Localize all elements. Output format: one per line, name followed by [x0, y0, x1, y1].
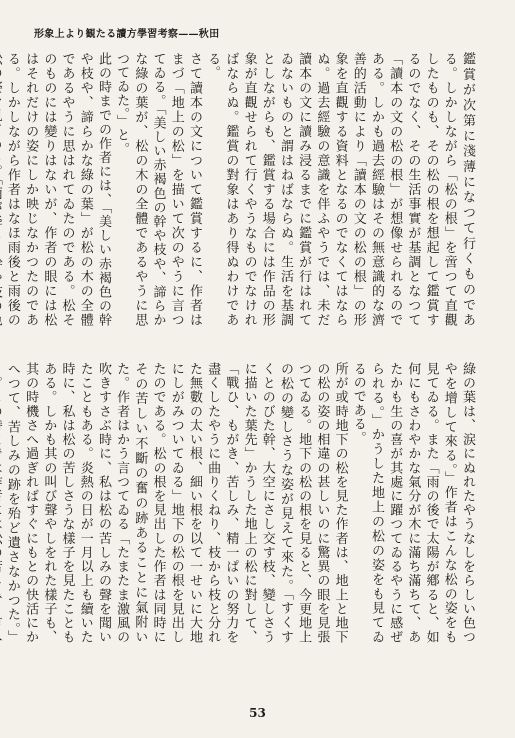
- paragraph: 鑑賞が次第に淺薄になつて行くものである。しかしながら「松の根」を啻つて直觀したものも、その松の根を想起して鑑賞するのでなく、その生活事實が基調となつて「讀本の文の松の根」が想像せられるのである。しかも過去經驗はその無意識的な濟善的活動により「讀本の文の松の根」の形象を直觀する資料となるのでなくてはならぬ。過去經驗の意識を伴ふやうでは、未だ讀本の文に讀み浸るまでに鑑賞が行はれてゐないものと謂はねばならぬ。生活を基調としながらも、鑑賞する場合には作品の形象が直觀せられて行くやうなものでなければならぬ。鑑賞の對象はあり得ぬわけである。: [205, 52, 475, 327]
- paragraph: さて讀本の文について鑑賞するに、作者はまづ「地上の松」を描いて次のやうに言つてゐる。「美しい赤褐色の幹や枝や、諦らかな綠の葉が、松の木の全體であるやうに思つてゐた。」と。: [114, 52, 202, 327]
- running-head: 形象上より観たる讀方學習考察——秋田: [34, 29, 220, 40]
- page-number: 53: [249, 706, 266, 720]
- paragraph: 綠の葉は、涙にぬれたやうなしをらしい色つやを增して來る。」作者はこんな松の姿をも見てゐる。また「雨の後で太陽が鄕ると、如何にもさわやかな氣分が木に滿ち滿ちて、あたかも生の喜が其處に躍つてゐるやうに感ぜられる。」かうした地上の松の姿をも見てゐるのである。: [350, 362, 475, 644]
- text-block-top: [4, 52, 476, 327]
- paragraph: 此の時までの作者には、「美しい赤褐色の幹や枝や、諦らかな綠の葉」が松の木の全體であるやうに思はれてゐたのである。松そのものには變りはないが、作者の眼には松はそれだけの姿にしか映じなかつたのである。しかしながら作者はなほ雨後と雨後の: [4, 52, 111, 327]
- text-block-bottom: [4, 362, 476, 644]
- paragraph: 所が或時地下の松を見た作者は、地上と地下の松の姿の相違の甚しいのに驚異の眼を見張つてゐる。地下の松の根を見ると、今更地上の松の變しさうな姿が見えて來た。「すくすくとのびた幹、大空にさし交す枝、變しさうに描いた葉先」かうした地上の松に對して、「戰ひ、もがき、苦しみ、精一ぱいの努力を盡くしたやうに曲りくねり、枝から枝と分れた無數の太い根、細い根を以て一せいに大地にしがみついてゐる」地下の松の根を見出したのである。松の根を見出した作者は同時にその苦しい不斷の奮の跡あることに氣附いた。作者はかう言つてゐる「たまたま激風の吹きすさぶ時に、私は松の苦しみの聲を聞いたこともある。炎熱の日が一月以上も續いた時に、私は松の苦しさうな樣子を見たこともある。しかも其の叫び聲やしをれた樣子も、其の時機さへ過ぎればすぐにもとの快活にかへつて、苦しみの跡を殆ど遺さなかつた。」: [4, 362, 348, 644]
